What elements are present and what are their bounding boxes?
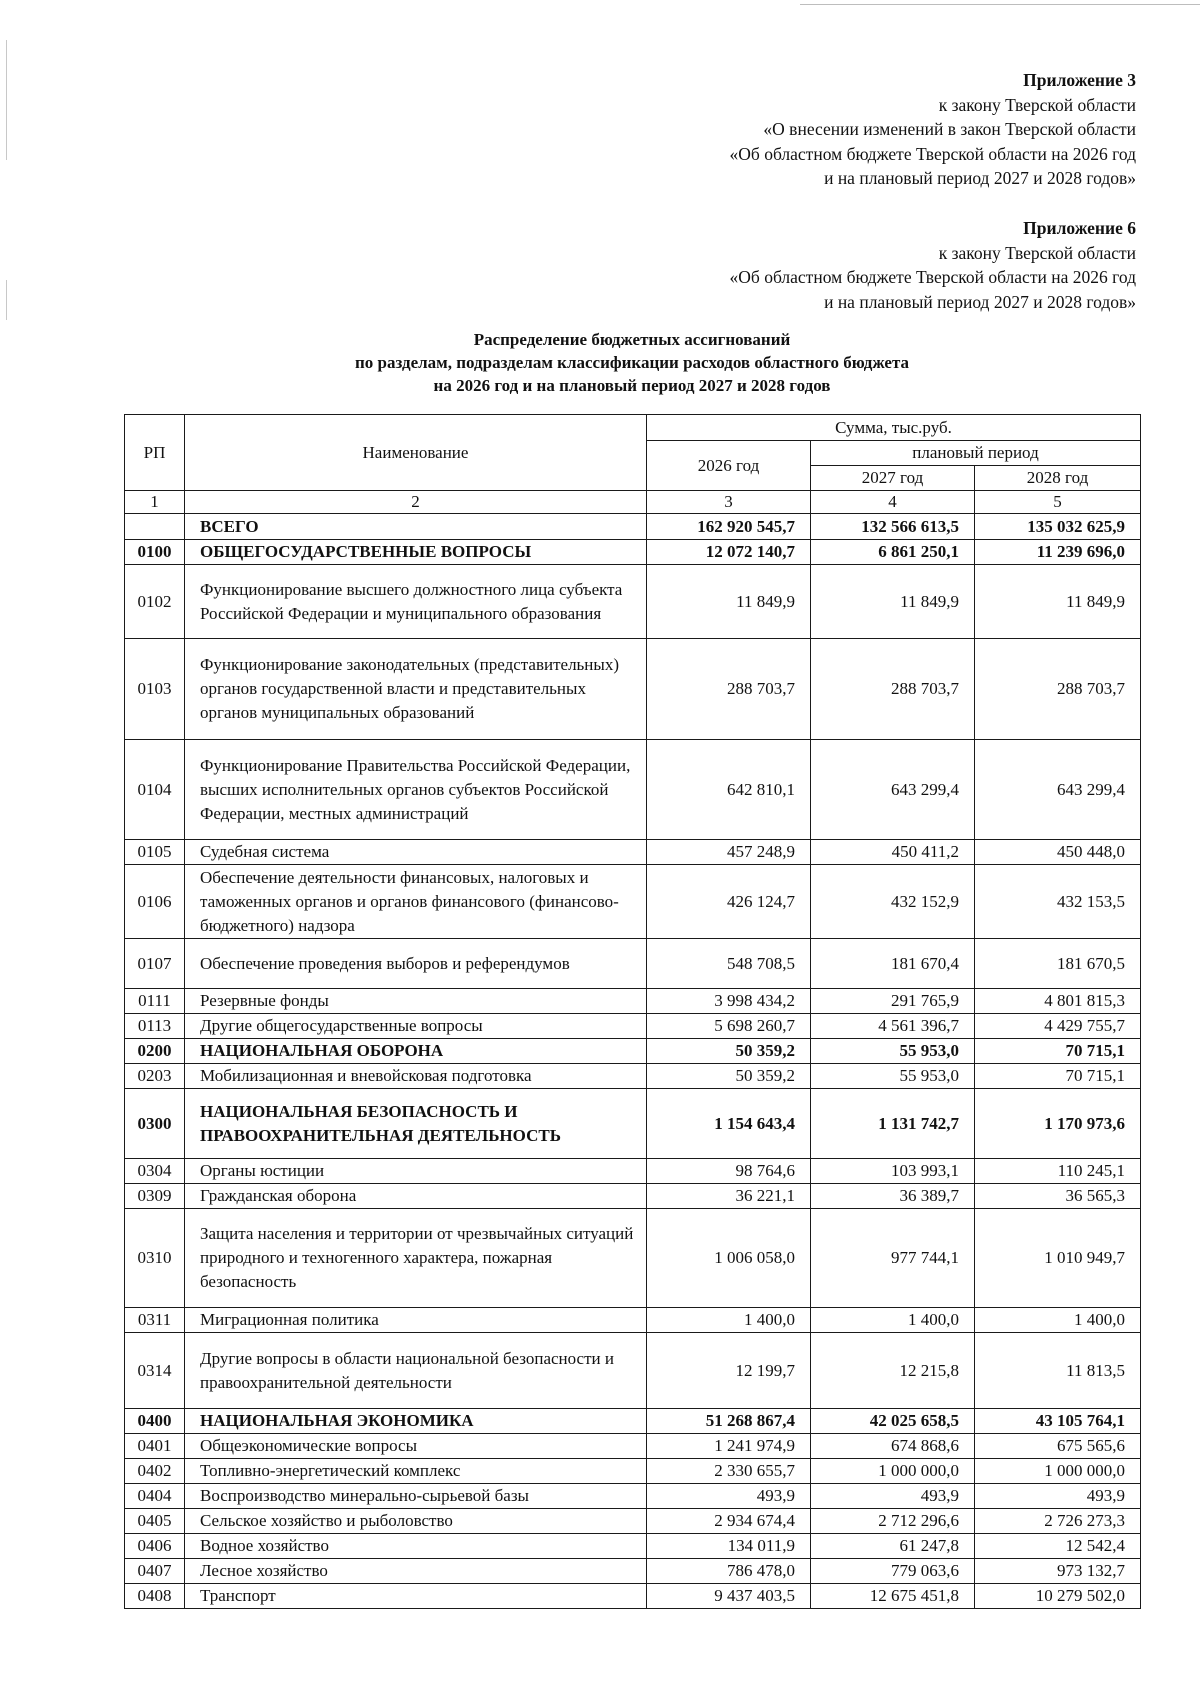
header-sum: Сумма, тыс.руб. [647,415,1141,441]
section-name-cell: Транспорт [185,1584,647,1609]
amount-2026-cell: 786 478,0 [647,1559,811,1584]
table-row [125,939,1141,989]
amount-2028-cell: 4 801 815,3 [975,989,1141,1014]
table-row [125,1409,1141,1434]
section-name-cell: Обеспечение проведения выборов и референдумов [185,939,647,989]
section-code-cell: 0401 [125,1434,185,1459]
column-number: 1 [125,491,185,514]
section-name-cell: ВСЕГО [185,514,647,540]
amount-2027-cell: 42 025 658,5 [811,1409,975,1434]
annex-3-title: Приложение 3 [1023,70,1136,90]
amount-2026-cell: 288 703,7 [647,639,811,740]
column-number: 2 [185,491,647,514]
amount-2027-cell: 103 993,1 [811,1159,975,1184]
amount-2028-cell: 43 105 764,1 [975,1409,1141,1434]
table-row [125,540,1141,565]
annex-3-line: «О внесении изменений в закон Тверской области [763,119,1136,139]
section-code-cell: 0314 [125,1333,185,1409]
section-name-cell: Другие общегосударственные вопросы [185,1014,647,1039]
amount-2027-cell: 674 868,6 [811,1434,975,1459]
section-name-cell: Мобилизационная и вневойсковая подготовка [185,1064,647,1089]
header-year-2027: 2027 год [811,466,975,491]
table-row [125,1559,1141,1584]
table-row [125,1064,1141,1089]
amount-2026-cell: 162 920 545,7 [647,514,811,540]
section-code-cell: 0408 [125,1584,185,1609]
section-name-cell: Лесное хозяйство [185,1559,647,1584]
section-code-cell: 0105 [125,840,185,865]
amount-2028-cell: 643 299,4 [975,740,1141,840]
section-code-cell: 0300 [125,1089,185,1159]
section-code-cell: 0400 [125,1409,185,1434]
amount-2027-cell: 1 400,0 [811,1308,975,1333]
section-name-cell: Органы юстиции [185,1159,647,1184]
section-code-cell: 0310 [125,1209,185,1308]
amount-2028-cell: 1 170 973,6 [975,1089,1141,1159]
section-name-cell: Защита населения и территории от чрезвычайных ситуаций природного и техногенного характера, пожарная безопасность [185,1209,647,1308]
annex-6-line: и на плановый период 2027 и 2028 годов» [824,291,1136,312]
header-year-2028: 2028 год [975,466,1141,491]
table-row [125,1534,1141,1559]
amount-2027-cell: 643 299,4 [811,740,975,840]
document-title-line: на 2026 год и на плановый период 2027 и 2028 годов [433,376,831,395]
amount-2027-cell: 6 861 250,1 [811,540,975,565]
amount-2026-cell: 426 124,7 [647,865,811,939]
amount-2028-cell: 973 132,7 [975,1559,1141,1584]
amount-2028-cell: 11 849,9 [975,565,1141,639]
scan-margin-mark [6,40,7,160]
section-code-cell: 0106 [125,865,185,939]
section-name-cell: Функционирование Правительства Российской Федерации, высших исполнительных органов субъектов Российской Федерации, местных администраций [185,740,647,840]
section-code-cell: 0405 [125,1509,185,1534]
scan-margin-mark [6,280,7,320]
header-planning-period: плановый период [811,441,1141,466]
table-row [125,514,1141,540]
document-title-line: по разделам, подразделам классификации расходов областного бюджета [354,353,910,372]
section-name-cell: Сельское хозяйство и рыболовство [185,1509,647,1534]
amount-2026-cell: 642 810,1 [647,740,811,840]
amount-2026-cell: 1 154 643,4 [647,1089,811,1159]
section-code-cell: 0103 [125,639,185,740]
section-name-cell: Воспроизводство минерально-сырьевой базы [185,1484,647,1509]
amount-2026-cell: 3 998 434,2 [647,989,811,1014]
amount-2027-cell: 12 675 451,8 [811,1584,975,1609]
amount-2028-cell: 11 239 696,0 [975,540,1141,565]
section-name-cell: НАЦИОНАЛЬНАЯ БЕЗОПАСНОСТЬ И ПРАВООХРАНИТЕЛЬНАЯ ДЕЯТЕЛЬНОСТЬ [185,1089,647,1159]
section-code-cell: 0104 [125,740,185,840]
amount-2026-cell: 1 400,0 [647,1308,811,1333]
amount-2028-cell: 432 153,5 [975,865,1141,939]
amount-2026-cell: 134 011,9 [647,1534,811,1559]
table-row [125,1039,1141,1064]
amount-2026-cell: 493,9 [647,1484,811,1509]
table-row [125,1459,1141,1484]
amount-2027-cell: 12 215,8 [811,1333,975,1409]
amount-2027-cell: 11 849,9 [811,565,975,639]
section-name-cell: Резервные фонды [185,989,647,1014]
section-code-cell: 0200 [125,1039,185,1064]
amount-2028-cell: 70 715,1 [975,1064,1141,1089]
amount-2026-cell: 9 437 403,5 [647,1584,811,1609]
amount-2027-cell: 2 712 296,6 [811,1509,975,1534]
table-row [125,565,1141,639]
table-row [125,1089,1141,1159]
section-code-cell: 0407 [125,1559,185,1584]
amount-2028-cell: 288 703,7 [975,639,1141,740]
amount-2027-cell: 432 152,9 [811,865,975,939]
section-code-cell: 0309 [125,1184,185,1209]
amount-2028-cell: 10 279 502,0 [975,1584,1141,1609]
header-rp: РП [125,415,185,491]
amount-2028-cell: 493,9 [975,1484,1141,1509]
section-name-cell: Функционирование законодательных (представительных) органов государственной власти и представительных органов муниципальных образований [185,639,647,740]
section-name-cell: Гражданская оборона [185,1184,647,1209]
amount-2028-cell: 36 565,3 [975,1184,1141,1209]
amount-2026-cell: 2 330 655,7 [647,1459,811,1484]
section-name-cell: Водное хозяйство [185,1534,647,1559]
table-row [125,1184,1141,1209]
annex-3-line: «Об областном бюджете Тверской области на 2026 год [729,143,1136,164]
amount-2026-cell: 12 072 140,7 [647,540,811,565]
amount-2026-cell: 2 934 674,4 [647,1509,811,1534]
section-name-cell: НАЦИОНАЛЬНАЯ ЭКОНОМИКА [185,1409,647,1434]
section-name-cell: НАЦИОНАЛЬНАЯ ОБОРОНА [185,1039,647,1064]
amount-2027-cell: 55 953,0 [811,1039,975,1064]
section-code-cell: 0107 [125,939,185,989]
section-code-cell: 0311 [125,1308,185,1333]
amount-2028-cell: 12 542,4 [975,1534,1141,1559]
table-row [125,1209,1141,1308]
table-row [125,740,1141,840]
amount-2026-cell: 457 248,9 [647,840,811,865]
amount-2027-cell: 288 703,7 [811,639,975,740]
column-number: 5 [975,491,1141,514]
amount-2027-cell: 61 247,8 [811,1534,975,1559]
section-code-cell: 0304 [125,1159,185,1184]
table-row [125,865,1141,939]
table-row [125,840,1141,865]
amount-2028-cell: 1 400,0 [975,1308,1141,1333]
amount-2027-cell: 779 063,6 [811,1559,975,1584]
amount-2027-cell: 493,9 [811,1484,975,1509]
section-name-cell: Судебная система [185,840,647,865]
table-row [125,1584,1141,1609]
amount-2028-cell: 450 448,0 [975,840,1141,865]
amount-2026-cell: 11 849,9 [647,565,811,639]
column-number: 4 [811,491,975,514]
amount-2027-cell: 977 744,1 [811,1209,975,1308]
section-code-cell: 0404 [125,1484,185,1509]
table-row [125,1333,1141,1409]
table-row [125,1484,1141,1509]
amount-2026-cell: 98 764,6 [647,1159,811,1184]
amount-2027-cell: 55 953,0 [811,1064,975,1089]
budget-table [124,414,1141,1609]
table-row [125,639,1141,740]
amount-2026-cell: 5 698 260,7 [647,1014,811,1039]
table-row [125,1159,1141,1184]
section-name-cell: Миграционная политика [185,1308,647,1333]
table-row [125,1014,1141,1039]
section-name-cell: Функционирование высшего должностного лица субъекта Российской Федерации и муниципального образования [185,565,647,639]
amount-2028-cell: 70 715,1 [975,1039,1141,1064]
amount-2027-cell: 181 670,4 [811,939,975,989]
table-row [125,1308,1141,1333]
amount-2028-cell: 110 245,1 [975,1159,1141,1184]
scan-edge-line [800,4,1200,5]
amount-2028-cell: 135 032 625,9 [975,514,1141,540]
section-code-cell: 0102 [125,565,185,639]
amount-2028-cell: 2 726 273,3 [975,1509,1141,1534]
annex-6-line: «Об областном бюджете Тверской области на 2026 год [729,267,1136,287]
amount-2026-cell: 1 006 058,0 [647,1209,811,1308]
annex-6-header [730,216,1136,314]
amount-2027-cell: 36 389,7 [811,1184,975,1209]
annex-3-line: к закону Тверской области [938,94,1136,115]
section-code-cell: 0402 [125,1459,185,1484]
section-code-cell: 0111 [125,989,185,1014]
table-header [125,415,1141,514]
amount-2027-cell: 4 561 396,7 [811,1014,975,1039]
amount-2028-cell: 1 000 000,0 [975,1459,1141,1484]
amount-2026-cell: 50 359,2 [647,1039,811,1064]
section-name-cell: Общеэкономические вопросы [185,1434,647,1459]
section-name-cell: Топливно-энергетический комплекс [185,1459,647,1484]
amount-2026-cell: 50 359,2 [647,1064,811,1089]
amount-2027-cell: 450 411,2 [811,840,975,865]
table-body [125,514,1141,1609]
annex-6-title: Приложение 6 [1023,218,1136,238]
column-number: 3 [647,491,811,514]
section-name-cell: Другие вопросы в области национальной безопасности и правоохранительной деятельности [185,1333,647,1409]
section-name-cell: ОБЩЕГОСУДАРСТВЕННЫЕ ВОПРОСЫ [185,540,647,565]
amount-2027-cell: 1 131 742,7 [811,1089,975,1159]
section-code-cell: 0100 [125,540,185,565]
amount-2027-cell: 1 000 000,0 [811,1459,975,1484]
annex-6-line: к закону Тверской области [938,242,1136,263]
amount-2028-cell: 11 813,5 [975,1333,1141,1409]
amount-2028-cell: 1 010 949,7 [975,1209,1141,1308]
header-name: Наименование [185,415,647,491]
amount-2027-cell: 291 765,9 [811,989,975,1014]
document-title [124,328,1140,397]
amount-2026-cell: 548 708,5 [647,939,811,989]
amount-2028-cell: 4 429 755,7 [975,1014,1141,1039]
amount-2026-cell: 36 221,1 [647,1184,811,1209]
amount-2028-cell: 675 565,6 [975,1434,1141,1459]
amount-2028-cell: 181 670,5 [975,939,1141,989]
amount-2026-cell: 51 268 867,4 [647,1409,811,1434]
annex-3-header [730,68,1136,191]
section-code-cell: 0113 [125,1014,185,1039]
header-year-2026: 2026 год [647,441,811,491]
annex-3-line: и на плановый период 2027 и 2028 годов» [824,168,1136,188]
table-row [125,989,1141,1014]
table-row [125,1434,1141,1459]
amount-2027-cell: 132 566 613,5 [811,514,975,540]
amount-2026-cell: 1 241 974,9 [647,1434,811,1459]
section-code-cell: 0203 [125,1064,185,1089]
section-name-cell: Обеспечение деятельности финансовых, налоговых и таможенных органов и органов финансового (финансово-бюджетного) надзора [185,865,647,939]
amount-2026-cell: 12 199,7 [647,1333,811,1409]
section-code-cell: 0406 [125,1534,185,1559]
document-title-line: Распределение бюджетных ассигнований [473,330,791,349]
section-code-cell [125,514,185,540]
table-row [125,1509,1141,1534]
